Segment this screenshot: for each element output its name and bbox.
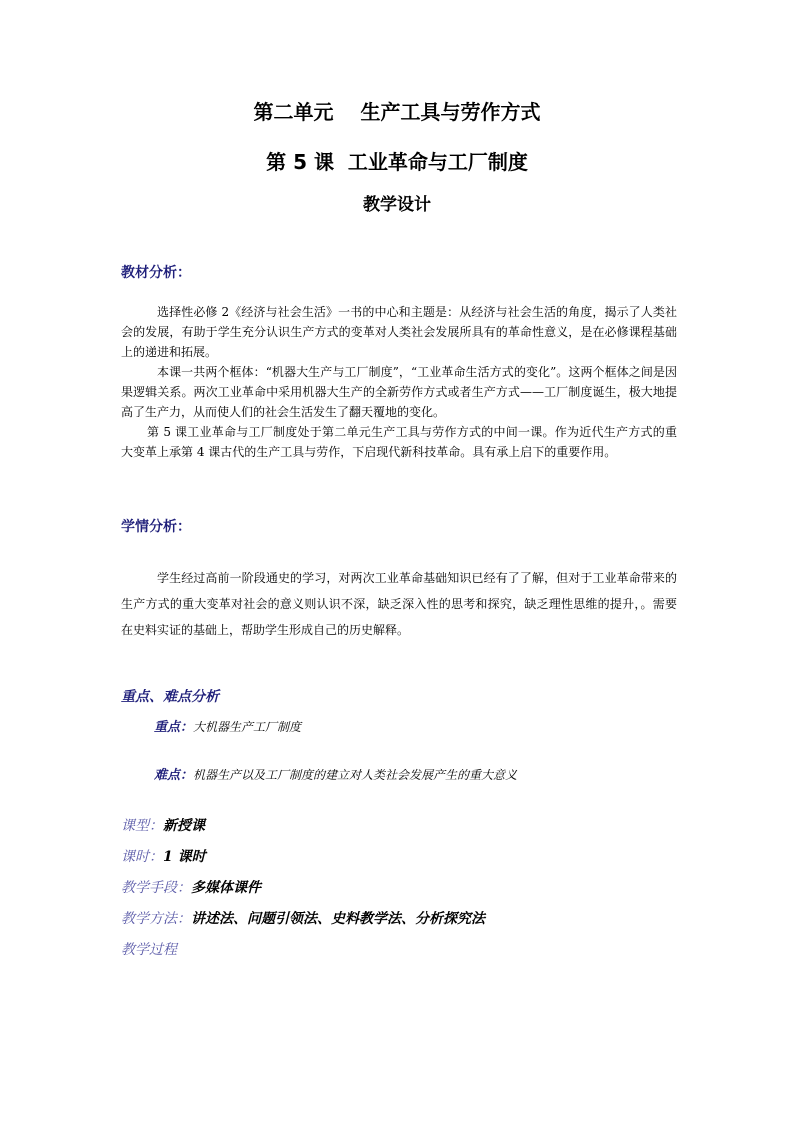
student-analysis-paragraph: 学生经过高前一阶段通史的学习，对两次工业革命基础知识已经有了了解，但对于工业革命带来的生产方式的重大变革对社会的意义则认识不深，缺乏深入性的思考和探究，缺乏理性思维的提升，。需要在史料实证的基础上，帮助学生形成自己的历史解释。 <box>121 571 677 637</box>
teaching-means-label: 教学手段： <box>121 880 191 896</box>
lesson-hours-label: 课时： <box>121 849 163 865</box>
textbook-analysis-paragraph-1: 选择性必修 2《经济与社会生活》一书的中心和主题是：从经济与社会生活的角度，揭示了人类社会的发展，有助于学生充分认识生产方式的变革对人类社会发展所具有的革命性意义，是在必修课程基础上的递进和拓展。 <box>121 305 677 359</box>
document-subtitle: 教学设计 <box>363 195 431 215</box>
lesson-type-value: 新授课 <box>163 818 205 834</box>
difficult-point-row <box>154 764 517 783</box>
student-analysis-body <box>121 565 677 643</box>
lesson-hours-row <box>121 846 206 866</box>
textbook-analysis-heading: 教材分析： <box>121 265 191 281</box>
teaching-process-label: 教学过程 <box>121 942 177 958</box>
difficult-point-label: 难点： <box>154 768 194 783</box>
student-analysis-heading: 学情分析： <box>121 519 191 535</box>
lesson-title: 第 5 课 工业革命与工厂制度 <box>266 150 528 174</box>
teaching-process-row <box>121 939 177 959</box>
lesson-type-row <box>121 815 205 835</box>
unit-title: 第二单元 生产工具与劳作方式 <box>253 100 541 124</box>
key-points-heading: 重点、难点分析 <box>121 689 219 705</box>
textbook-analysis-body <box>121 302 677 462</box>
lesson-type-label: 课型： <box>121 818 163 834</box>
textbook-analysis-paragraph-3: 第 5 课工业革命与工厂制度处于第二单元生产工具与劳作方式的中间一课。作为近代生产方式的重大变革上承第 4 课古代的生产工具与劳作，下启现代新科技革命。具有承上启下的重要作用。 <box>121 425 677 459</box>
key-point-label: 重点： <box>154 720 194 735</box>
difficult-point-text: 机器生产以及工厂制度的建立对人类社会发展产生的重大意义 <box>193 768 518 782</box>
key-point-text: 大机器生产工厂制度 <box>193 720 302 734</box>
teaching-means-row <box>121 877 261 897</box>
key-point-row <box>154 716 301 735</box>
teaching-methods-label: 教学方法： <box>121 911 191 927</box>
teaching-methods-row <box>121 908 485 928</box>
textbook-analysis-paragraph-2: 本课一共两个框体：“机器大生产与工厂制度”，“工业革命生活方式的变化”。这两个框体之间是因果逻辑关系。两次工业革命中采用机器大生产的全新劳作方式或者生产方式——工厂制度诞生，极大地提高了生产力，从而使人们的社会生活发生了翻天覆地的变化。 <box>121 365 677 419</box>
teaching-methods-value: 讲述法、问题引领法、史料教学法、分析探究法 <box>191 911 485 927</box>
lesson-hours-value: 1 课时 <box>163 849 206 865</box>
teaching-means-value: 多媒体课件 <box>191 880 261 896</box>
